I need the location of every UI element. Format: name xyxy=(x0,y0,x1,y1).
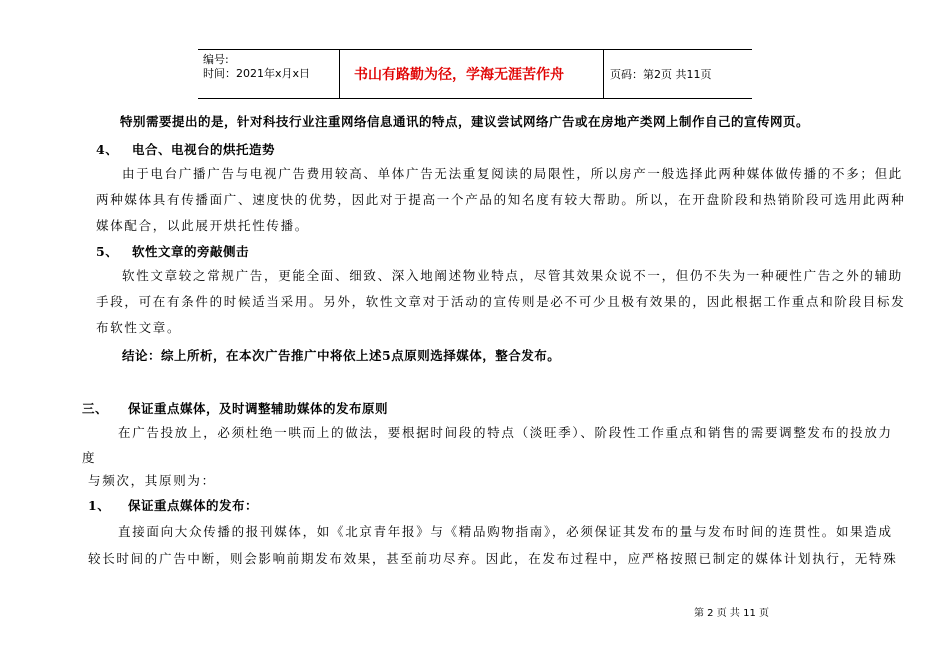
header-time-label: 时间：2021年x月x日 xyxy=(203,67,311,80)
section-5-line-2: 手段，可在有条件的时候适当采用。另外，软性文章对于活动的宣传则是必不可少且极有效果的，因此根据工作重点和阶段目标发 xyxy=(96,294,906,309)
intro-paragraph: 特别需要提出的是，针对科技行业注重网络信息通讯的特点，建议尝试网络广告或在房地产类网上制作自己的宣传网页。 xyxy=(120,114,810,129)
section-3-number: 三、 xyxy=(82,401,109,416)
conclusion: 结论：综上所析，在本次广告推广中将依上述5点原则选择媒体，整合发布。 xyxy=(122,348,561,363)
section-4-title: 电合、电视台的烘托造势 xyxy=(132,142,276,157)
section-5-line-3: 布软性文章。 xyxy=(96,320,182,335)
header-page-code: 页码：第2页 共11页 xyxy=(610,68,712,81)
header-bottom-border xyxy=(198,98,752,99)
section-4-line-1: 由于电台广播广告与电视广告费用较高、单体广告无法重复阅读的局限性，所以房产一般选择此两种媒体做传播的不多；但此 xyxy=(122,166,904,181)
subsection-1-number: 1、 xyxy=(88,498,111,513)
section-3-title: 保证重点媒体，及时调整辅助媒体的发布原则 xyxy=(128,401,389,416)
header-motto: 书山有路勤为径，学海无涯苦作舟 xyxy=(354,67,564,83)
section-4-line-2: 两种媒体具有传播面广、速度快的优势，因此对于提高一个产品的知名度有较大帮助。所以，在开盘阶段和热销阶段可选用此两种 xyxy=(96,192,906,207)
section-3-line-3: 与频次，其原则为： xyxy=(88,473,216,488)
subsection-1-line-1: 直接面向大众传播的报刊媒体，如《北京青年报》与《精品购物指南》，必须保证其发布的量与发布时间的连贯性。如果造成 xyxy=(118,524,893,539)
section-3-line-1: 在广告投放上，必须杜绝一哄而上的做法，要根据时间段的特点（淡旺季）、阶段性工作重点和销售的需要调整发布的投放力 xyxy=(118,425,893,440)
section-5-title: 软性文章的旁敲侧击 xyxy=(132,244,250,259)
section-3-line-2: 度 xyxy=(82,450,97,465)
section-5-line-1: 软性文章较之常规广告，更能全面、细致、深入地阐述物业特点，尽管其效果众说不一，但仍不失为一种硬性广告之外的辅助 xyxy=(122,268,904,283)
footer-page-info: 第 2 页 共 11 页 xyxy=(694,608,769,619)
subsection-1-title: 保证重点媒体的发布： xyxy=(128,498,259,513)
section-4-line-3: 媒体配合，以此展开烘托性传播。 xyxy=(96,218,310,233)
header-number-label: 编号: xyxy=(203,53,229,66)
subsection-1-line-2: 较长时间的广告中断，则会影响前期发布效果，甚至前功尽弃。因此，在发布过程中，应严格按照已制定的媒体计划执行，无特殊 xyxy=(88,551,898,566)
header-divider-left xyxy=(339,49,340,98)
section-4-number: 4、 xyxy=(96,142,119,157)
header-top-border xyxy=(198,49,752,50)
header-divider-right xyxy=(603,49,604,98)
section-5-number: 5、 xyxy=(96,244,119,259)
